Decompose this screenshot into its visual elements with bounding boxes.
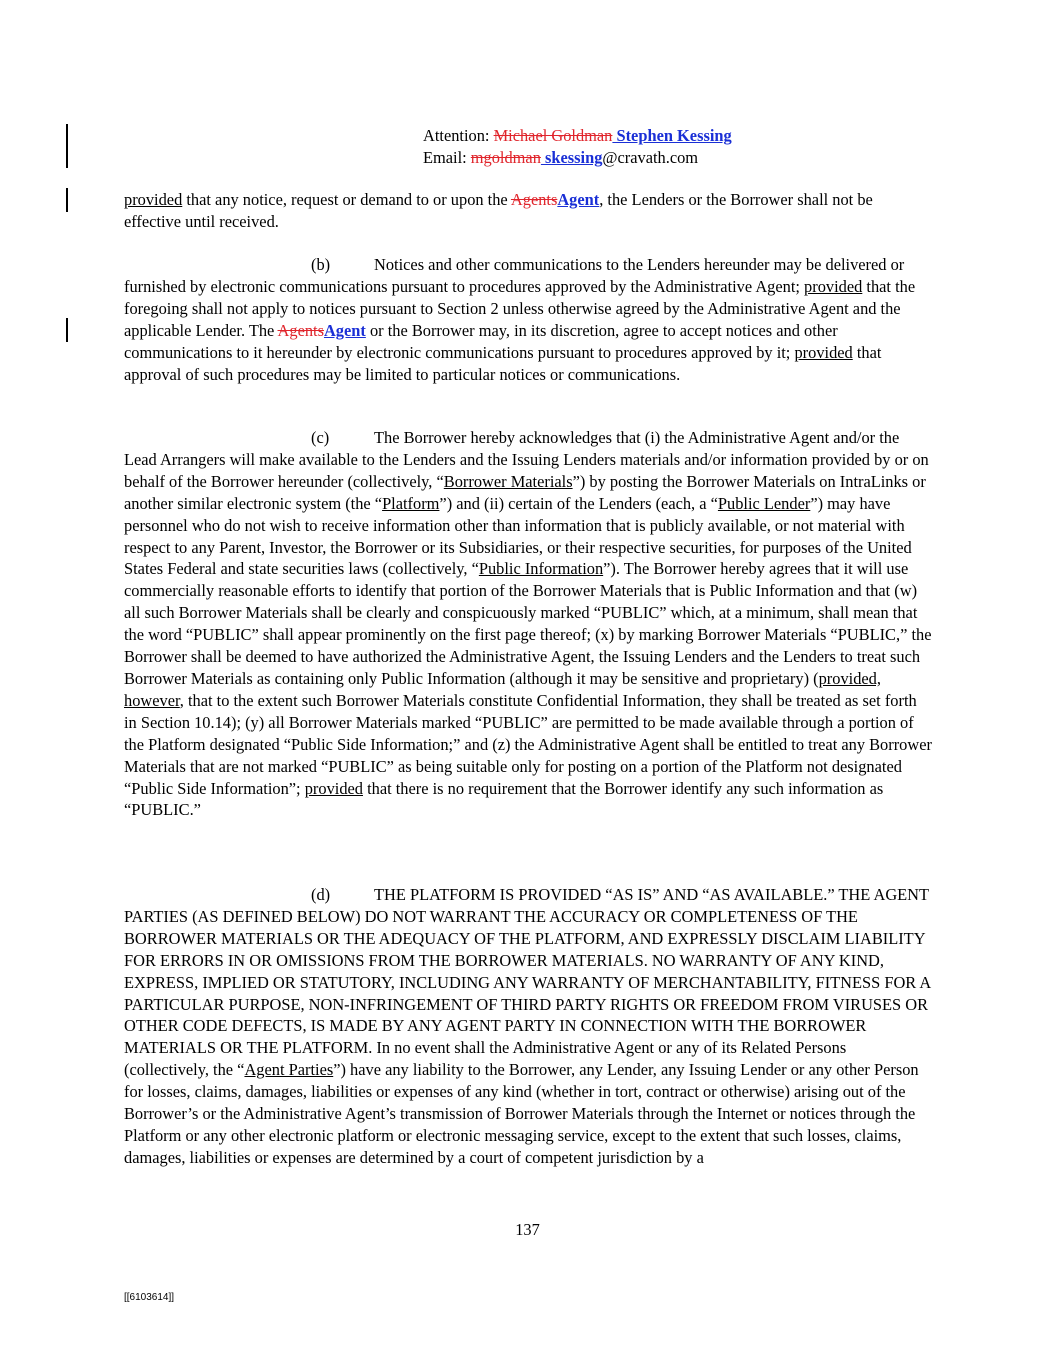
paragraph-b: (b) Notices and other communications to the Lenders hereunder may be delivered or furnished by electronic communications pursuant to procedures approved by the Administrative Agent; provided that the foregoing shall not apply to notices pursuant to Section 2 unless otherwise agreed by the Administrative Agent and the applicable Lender. The AgentsAgent or the Borrower may, in its discretion, agree to accept notices and other communications to it hereunder by electronic communications pursuant to procedures approved by it; provided that approval of such procedures may be limited to particular notices or communications. <box>124 255 916 384</box>
defined-term: Public Lender <box>717 493 811 513</box>
inserted-text: Stephen Kessing <box>612 126 732 145</box>
change-bar <box>66 318 68 342</box>
section-label: (d) <box>311 885 331 904</box>
section-label: (c) <box>311 428 330 447</box>
notice-address-block <box>423 125 732 169</box>
inserted-text: Agent <box>323 320 366 340</box>
deleted-text: mgoldman <box>470 147 541 167</box>
page-number: 137 <box>515 1220 540 1239</box>
deleted-text: Michael Goldman <box>493 126 613 145</box>
change-bar <box>66 188 68 212</box>
deleted-text: Agents <box>277 320 324 340</box>
section-label: (b) <box>311 255 331 274</box>
paragraph-d: (d) THE PLATFORM IS PROVIDED “AS IS” AND “AS AVAILABLE.” THE AGENT PARTIES (AS DEFINED BELOW) DO NOT WARRANT THE ACCURACY OR COMPLETENESS OF THE BORROWER MATERIALS OR THE ADEQUACY OF THE PLATFORM, AND EXPRESSLY DISCLAIM LIABILITY FOR ERRORS IN OR OMISSIONS FROM THE BORROWER MATERIALS. NO WARRANTY OF ANY KIND, EXPRESS, IMPLIED OR STATUTORY, INCLUDING ANY WARRANTY OF MERCHANTABILITY, FITNESS FOR A PARTICULAR PURPOSE, NON-INFRINGEMENT OF THIRD PARTY RIGHTS OR FREEDOM FROM VIRUSES OR OTHER CODE DEFECTS, IS MADE BY ANY AGENT PARTY IN CONNECTION WITH THE BORROWER MATERIALS OR THE PLATFORM. In no event shall the Administrative Agent or any of its Related Persons (collectively, the “Agent Parties”) have any liability to the Borrower, any Lender, any Issuing Lender or any other Person for losses, claims, damages, liabilities or expenses of any kind (whether in tort, contract or otherwise) arising out of the Borrower’s or the Administrative Agent’s transmission of Borrower Materials through the Internet or notices through the Platform or any other electronic platform or electronic messaging service, except to the extent that such losses, claims, damages, liabilities or expenses are determined by a court of competent jurisdiction by a <box>124 885 931 1167</box>
defined-term: Borrower Materials <box>443 471 573 491</box>
defined-term: Platform <box>382 493 440 513</box>
paragraph-proviso: provided that any notice, request or demand to or upon the AgentsAgent, the Lenders or the Borrower shall not be effective until received. <box>124 190 873 231</box>
inserted-text: skessing <box>540 147 603 167</box>
defined-term: Agent Parties <box>244 1060 334 1080</box>
inserted-text: Agent <box>557 190 600 209</box>
deleted-text: Agents <box>510 190 558 209</box>
document-id: [[6103614]] <box>124 1292 175 1303</box>
email-line: Email: mgoldman skessing@cravath.com <box>423 147 699 167</box>
paragraph-c: (c) The Borrower hereby acknowledges that (i) the Administrative Agent and/or the Lead Arrangers will make available to the Lenders and the Issuing Lenders materials and/or information provided by or on behalf of the Borrower hereunder (collectively, “Borrower Materials”) by posting the Borrower Materials on IntraLinks or another similar electronic system (the “Platform”) and (ii) certain of the Lenders (each, a “Public Lender”) may have personnel who do not wish to receive information other than information that is publicly available, or not material with respect to any Parent, Investor, the Borrower or its Subsidiaries, or their respective securities, for purposes of the United States Federal and state securities laws (collectively, “Public Information”). The Borrower hereby agrees that it will use commercially reasonable efforts to identify that portion of the Borrower Materials that is Public Information and that (w) all such Borrower Materials shall be clearly and conspicuously marked “PUBLIC” which, at a minimum, shall mean that the word “PUBLIC” shall appear prominently on the first page thereof; (x) by marking Borrower Materials “PUBLIC,” the Borrower shall be deemed to have authorized the Administrative Agent, the Issuing Lenders and the Lenders to treat such Borrower Materials as containing only Public Information (although it may be sensitive and proprietary) (provided, however, that to the extent such Borrower Materials constitute Confidential Information, they shall be treated as set forth in Section 10.14); (y) all Borrower Materials marked “PUBLIC” are permitted to be made available through a portion of the Platform designated “Public Side Information;” and (z) the Administrative Agent shall be entitled to treat any Borrower Materials that are not marked “PUBLIC” as being suitable only for posting on a portion of the Platform not designated “Public Side Information”; provided that there is no requirement that the Borrower identify any such information as “PUBLIC.” <box>124 428 932 820</box>
change-bar <box>66 124 68 168</box>
attention-line: Attention: Michael Goldman Stephen Kessing <box>423 126 732 145</box>
defined-term: Public Information <box>478 559 604 579</box>
